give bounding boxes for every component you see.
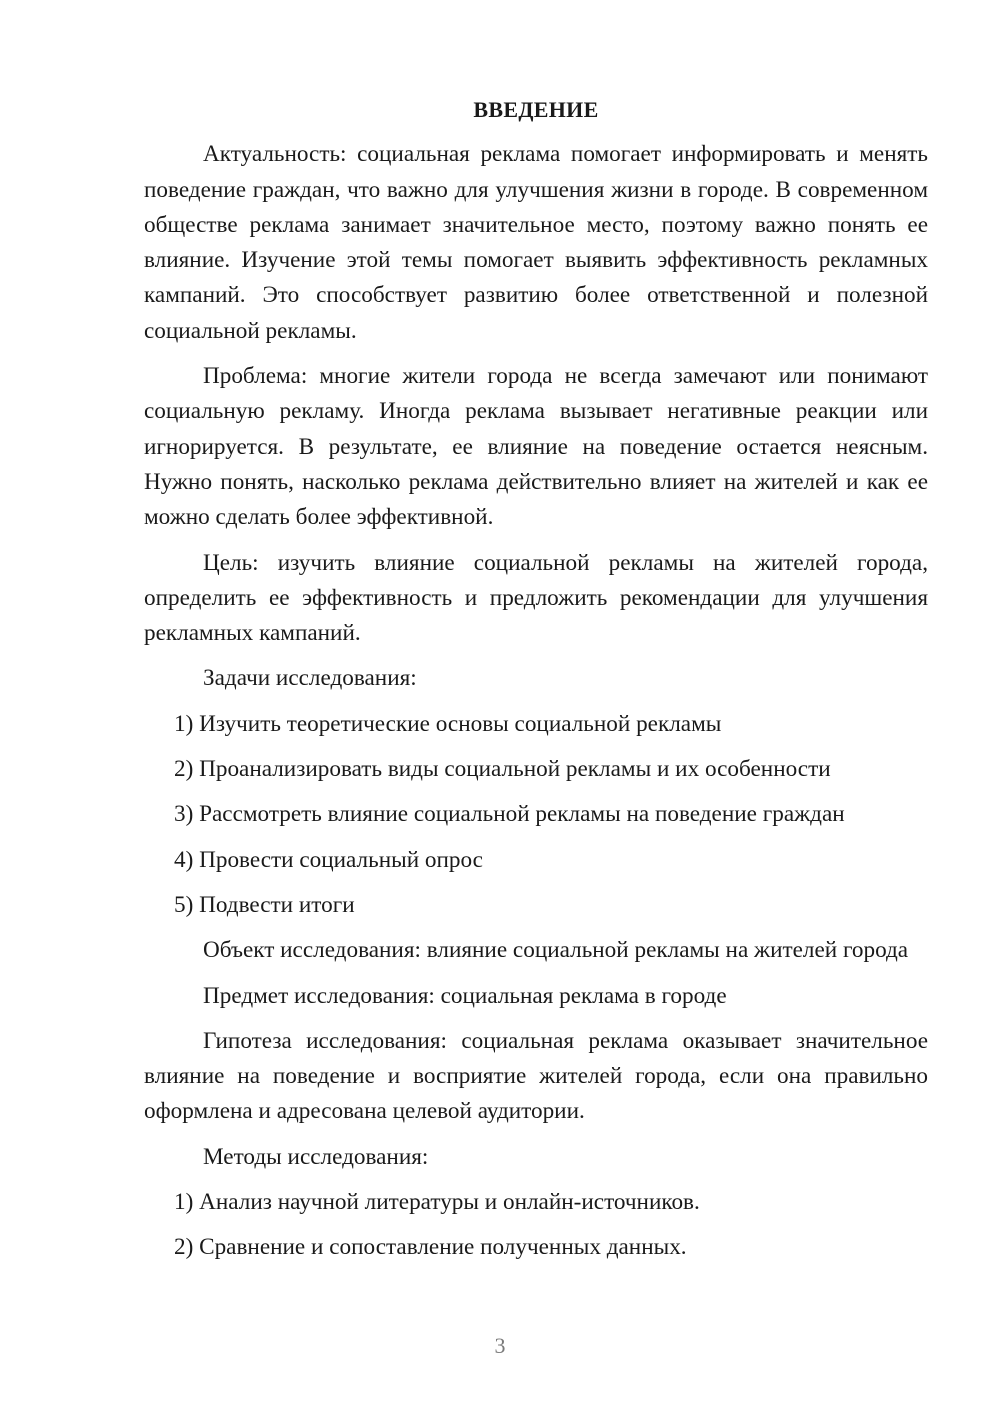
hypothesis-paragraph: Гипотеза исследования: социальная реклама оказывает значительное влияние на поведение и восприятие жителей города, если она правильно оформлена и адресована целевой аудитории. [144, 1027, 928, 1125]
problem-paragraph: Проблема: многие жители города не всегда замечают или понимают социальную рекламу. Иногда реклама вызывает негативные реакции или игнорируется. В результате, ее влияние на поведение остается неясным. Нужно понять, насколько реклама действительно влияет на жителей и как ее можно сделать более эффективной. [144, 363, 928, 531]
page-content [144, 92, 928, 1276]
goal-paragraph: Цель: изучить влияние социальной рекламы на жителей города, определить ее эффективность и предложить рекомендации для улучшения рекламных кампаний. [144, 549, 928, 647]
relevance-paragraph: Актуальность: социальная реклама помогает информировать и менять поведение граждан, что важно для улучшения жизни в городе. В современном обществе реклама занимает значительное место, поэтому важно понять ее влияние. Изучение этой темы помогает выявить эффективность рекламных кампаний. Это способствует развитию более ответственной и полезной социальной рекламы. [144, 141, 928, 344]
task-item: 1) Изучить теоретические основы социальной рекламы [174, 710, 722, 737]
methods-label: Методы исследования: [203, 1143, 429, 1170]
method-item: 1) Анализ научной литературы и онлайн-источников. [174, 1189, 700, 1216]
task-item: 2) Проанализировать виды социальной рекламы и их особенности [174, 756, 831, 783]
object-paragraph: Объект исследования: влияние социальной рекламы на жителей города [203, 937, 909, 964]
task-item: 3) Рассмотреть влияние социальной рекламы на поведение граждан [174, 801, 845, 828]
subject-paragraph: Предмет исследования: социальная реклама в городе [203, 982, 727, 1009]
method-item: 2) Сравнение и сопоставление полученных данных. [174, 1234, 687, 1261]
tasks-label: Задачи исследования: [203, 665, 417, 692]
task-item: 5) Подвести итоги [174, 891, 355, 918]
page-number: 3 [494, 1333, 506, 1358]
task-item: 4) Провести социальный опрос [174, 846, 483, 873]
section-title: ВВЕДЕНИЕ [473, 97, 599, 122]
